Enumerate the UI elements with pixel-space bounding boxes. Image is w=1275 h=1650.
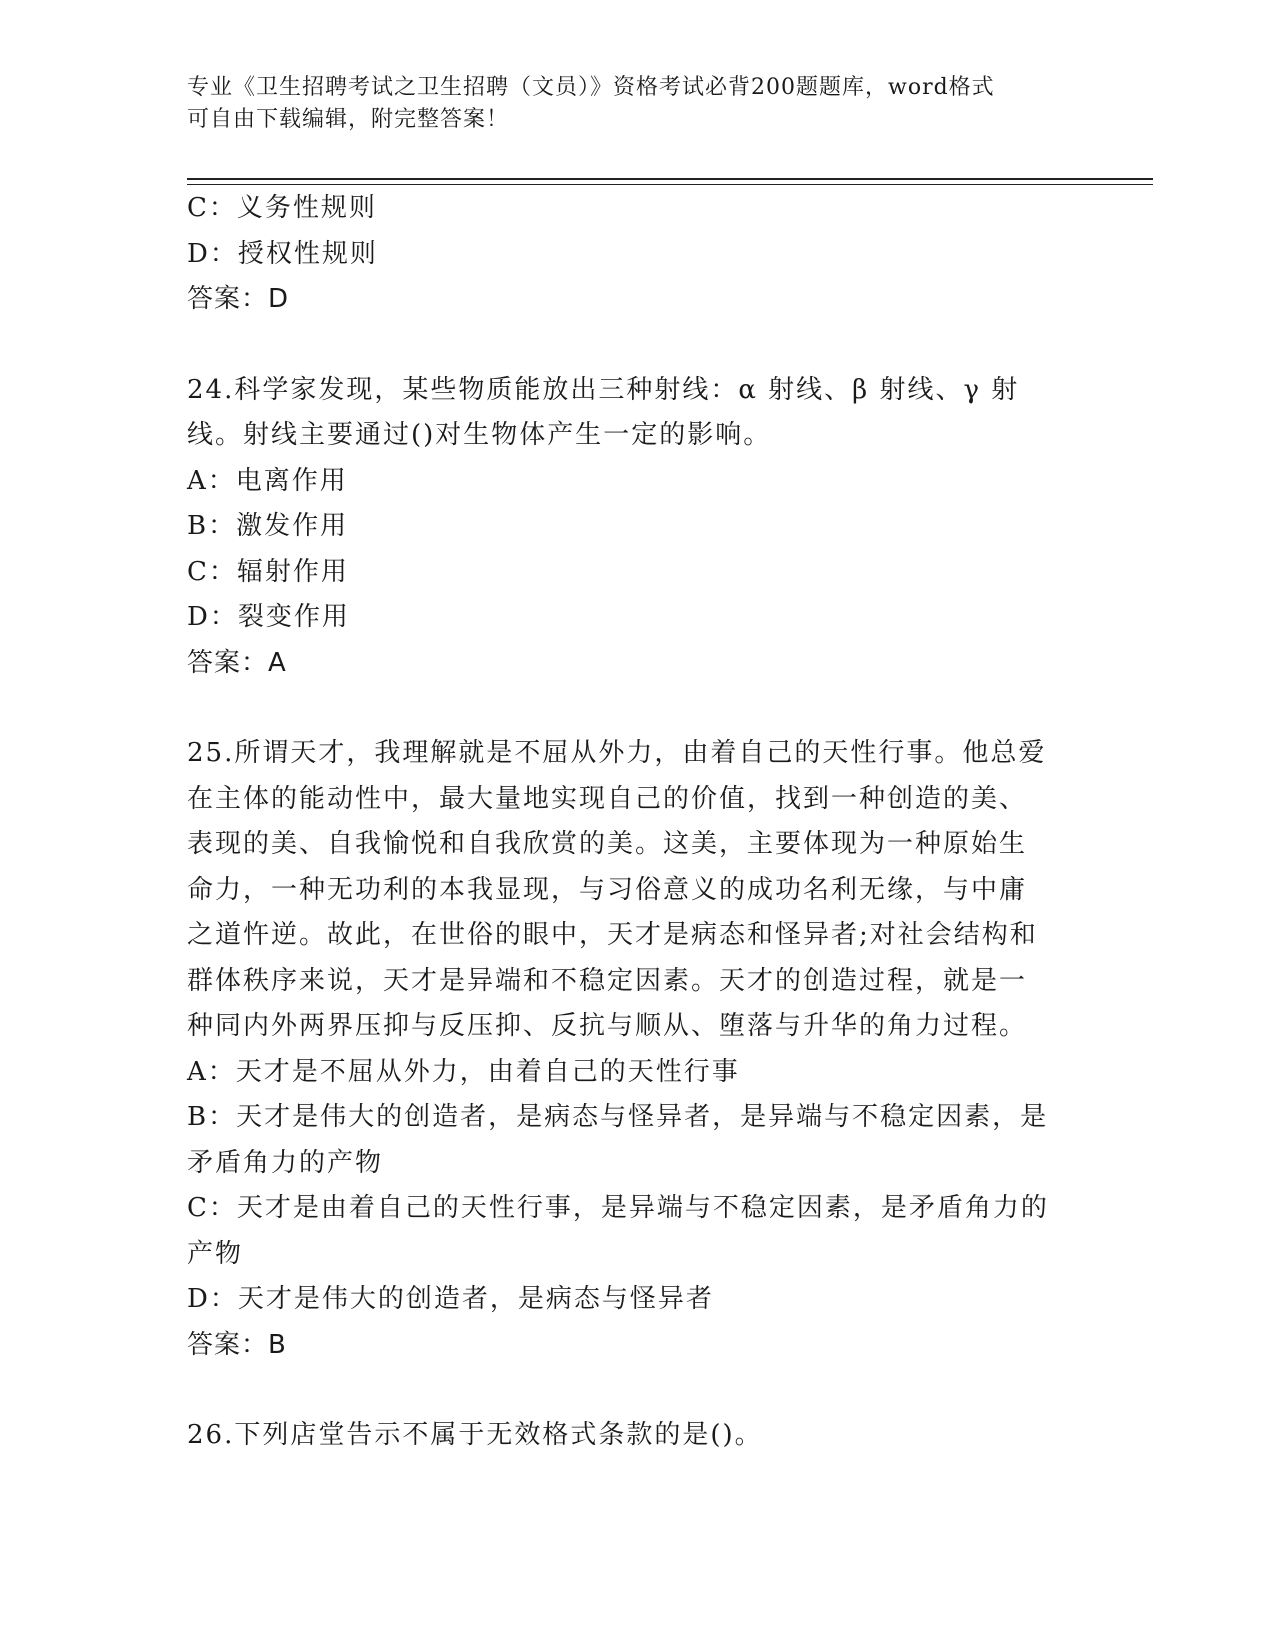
option-c: C：义务性规则 xyxy=(187,193,377,223)
question-content xyxy=(187,186,1087,1459)
option-a: A：电离作用 xyxy=(187,465,348,496)
question-stem-line: 群体秩序来说，天才是异端和不稳定因素。天才的创造过程，就是一 xyxy=(187,965,1028,996)
option-c-continued: 产物 xyxy=(187,1238,244,1269)
header-title-line-1: 专业《卫生招聘考试之卫生招聘（文员）》资格考试必背200题题库，word格式 xyxy=(187,75,995,100)
question-stem-line: 在主体的能动性中，最大量地实现自己的价值，找到一种创造的美、 xyxy=(187,783,1028,814)
option-d: D：天才是伟大的创造者，是病态与怪异者 xyxy=(187,1284,714,1314)
answer-line: 答案：B xyxy=(187,1329,287,1360)
option-b: B：天才是伟大的创造者，是病态与怪异者，是异端与不稳定因素，是 xyxy=(187,1102,1049,1132)
spacer xyxy=(187,323,1087,368)
question-stem-line: 表现的美、自我愉悦和自我欣赏的美。这美，主要体现为一种原始生 xyxy=(187,829,1028,859)
question-stem-line: 26.下列店堂告示不属于无效格式条款的是()。 xyxy=(187,1420,763,1450)
answer-line: 答案：A xyxy=(187,647,287,678)
question-23-tail xyxy=(187,186,1087,323)
question-stem-line: 种同内外两界压抑与反压抑、反抗与顺从、堕落与升华的角力过程。 xyxy=(187,1011,1028,1041)
question-24 xyxy=(187,368,1087,687)
question-26 xyxy=(187,1413,1087,1459)
option-c: C：辐射作用 xyxy=(187,556,349,587)
spacer xyxy=(187,1368,1087,1413)
answer-line: 答案：D xyxy=(187,284,290,314)
header-divider-thin xyxy=(187,184,1153,185)
question-stem-line: 25.所谓天才，我理解就是不屈从外力，由着自己的天性行事。他总爱 xyxy=(187,738,1047,768)
question-stem-line: 命力，一种无功利的本我显现，与习俗意义的成功名利无缘，与中庸 xyxy=(187,874,1028,905)
header-title-line-2: 可自由下载编辑，附完整答案！ xyxy=(187,107,510,132)
question-stem-line: 24.科学家发现，某些物质能放出三种射线：α 射线、β 射线、γ 射 xyxy=(187,374,1020,405)
question-stem-line: 线。射线主要通过()对生物体产生一定的影响。 xyxy=(187,420,772,450)
option-d: D：授权性规则 xyxy=(187,238,378,269)
header-divider xyxy=(187,178,1153,180)
option-b: B：激发作用 xyxy=(187,511,349,541)
document-header xyxy=(187,72,1067,136)
option-a: A：天才是不屈从外力，由着自己的天性行事 xyxy=(187,1056,740,1087)
option-c: C：天才是由着自己的天性行事，是异端与不稳定因素，是矛盾角力的 xyxy=(187,1193,1049,1223)
spacer xyxy=(187,686,1087,731)
question-stem-line: 之道忤逆。故此，在世俗的眼中，天才是病态和怪异者;对社会结构和 xyxy=(187,920,1038,950)
question-25 xyxy=(187,731,1087,1368)
option-d: D：裂变作用 xyxy=(187,602,350,632)
option-b-continued: 矛盾角力的产物 xyxy=(187,1147,384,1178)
